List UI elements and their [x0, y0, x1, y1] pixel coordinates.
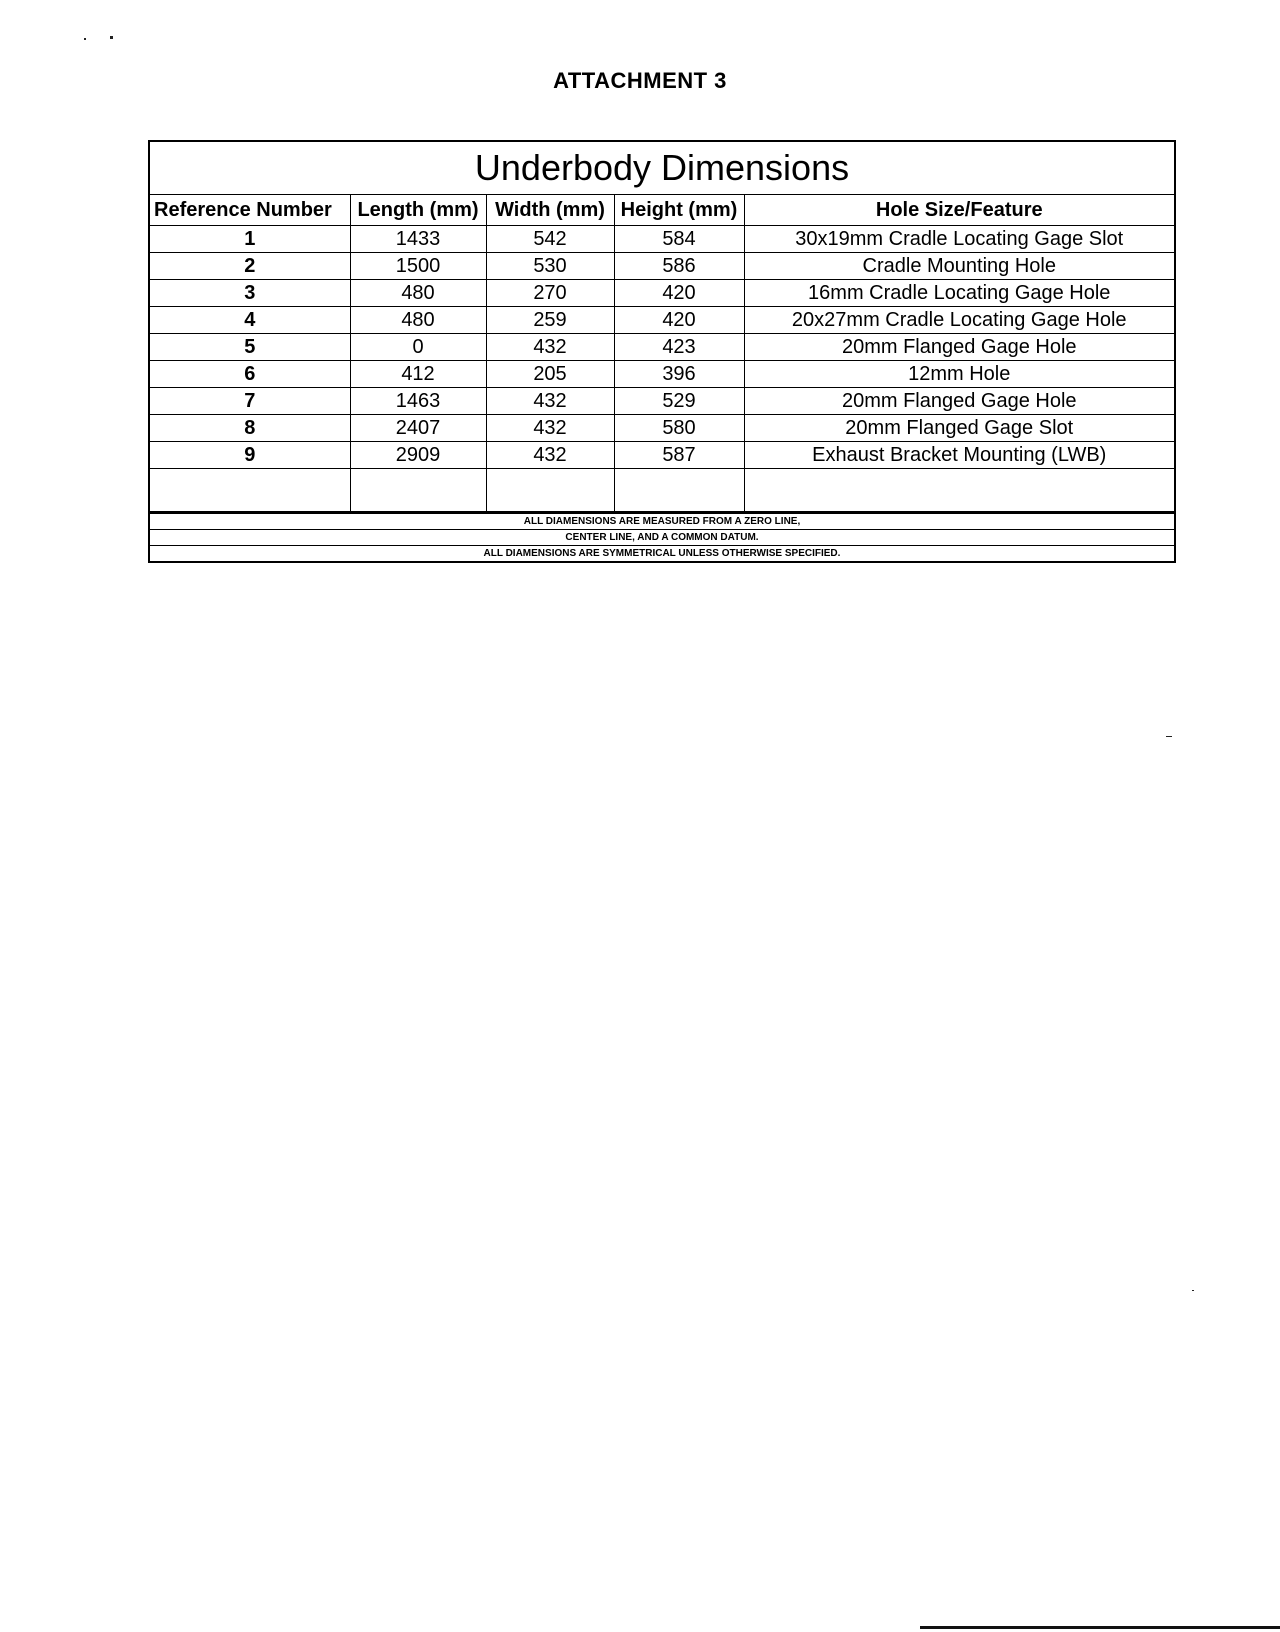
reference-number-cell: 5 [150, 334, 350, 361]
note-line: ALL DIAMENSIONS ARE SYMMETRICAL UNLESS OTHERWISE SPECIFIED. [483, 548, 841, 559]
length-cell: 412 [350, 361, 486, 388]
height-cell: 586 [614, 253, 744, 280]
feature-cell: 20x27mm Cradle Locating Gage Hole [744, 307, 1174, 334]
feature-cell: 20mm Flanged Gage Slot [744, 415, 1174, 442]
scan-speck [1192, 1290, 1194, 1291]
width-cell: 259 [486, 307, 614, 334]
note-line: CENTER LINE, AND A COMMON DATUM. [150, 530, 1174, 546]
reference-number-cell: 2 [150, 253, 350, 280]
feature-cell: 20mm Flanged Gage Hole [744, 388, 1174, 415]
height-cell: 529 [614, 388, 744, 415]
height-cell: 580 [614, 415, 744, 442]
table-row [150, 442, 1174, 469]
empty-cell [614, 469, 744, 512]
length-cell: 480 [350, 280, 486, 307]
height-cell: 584 [614, 226, 744, 253]
width-cell: 270 [486, 280, 614, 307]
column-header-width: Width (mm) [486, 195, 614, 226]
table-row [150, 361, 1174, 388]
table-row [150, 415, 1174, 442]
height-cell: 420 [614, 280, 744, 307]
reference-number-cell: 6 [150, 361, 350, 388]
length-cell: 1463 [350, 388, 486, 415]
empty-cell [350, 469, 486, 512]
dimensions-table [150, 195, 1174, 512]
table-notes [150, 512, 1174, 561]
table-row [150, 388, 1174, 415]
table-row [150, 226, 1174, 253]
reference-number-cell: 1 [150, 226, 350, 253]
empty-cell [744, 469, 1174, 512]
scan-edge-line [920, 1626, 1280, 1629]
width-cell: 530 [486, 253, 614, 280]
height-cell: 396 [614, 361, 744, 388]
height-cell: 587 [614, 442, 744, 469]
feature-cell: 20mm Flanged Gage Hole [744, 334, 1174, 361]
reference-number-cell: 4 [150, 307, 350, 334]
reference-number-cell: 7 [150, 388, 350, 415]
table-row [150, 307, 1174, 334]
column-header-hole-size-feature: Hole Size/Feature [744, 195, 1174, 226]
length-cell: 2909 [350, 442, 486, 469]
scan-speck [1166, 736, 1172, 737]
height-cell: 423 [614, 334, 744, 361]
length-cell: 0 [350, 334, 486, 361]
width-cell: 432 [486, 442, 614, 469]
table-title: Underbody Dimensions [150, 142, 1174, 195]
column-header-reference-number: Reference Number [150, 195, 350, 226]
table-row [150, 253, 1174, 280]
reference-number-cell: 3 [150, 280, 350, 307]
length-cell: 1500 [350, 253, 486, 280]
feature-cell: Exhaust Bracket Mounting (LWB) [744, 442, 1174, 469]
reference-number-cell: 8 [150, 415, 350, 442]
width-cell: 205 [486, 361, 614, 388]
table-row [150, 334, 1174, 361]
dimensions-sheet [148, 140, 1176, 563]
feature-cell: Cradle Mounting Hole [744, 253, 1174, 280]
column-header-height: Height (mm) [614, 195, 744, 226]
feature-cell: 30x19mm Cradle Locating Gage Slot [744, 226, 1174, 253]
length-cell: 2407 [350, 415, 486, 442]
width-cell: 432 [486, 334, 614, 361]
header-row [150, 195, 1174, 226]
length-cell: 480 [350, 307, 486, 334]
scan-speck [84, 38, 86, 40]
width-cell: 432 [486, 415, 614, 442]
scan-speck [110, 36, 113, 39]
length-cell: 1433 [350, 226, 486, 253]
column-header-length: Length (mm) [350, 195, 486, 226]
reference-number-cell: 9 [150, 442, 350, 469]
empty-cell [486, 469, 614, 512]
width-cell: 432 [486, 388, 614, 415]
note-line: ALL DIAMENSIONS ARE MEASURED FROM A ZERO LINE, [150, 514, 1174, 530]
height-cell: 420 [614, 307, 744, 334]
table-row [150, 280, 1174, 307]
empty-cell [150, 469, 350, 512]
page-heading: ATTACHMENT 3 [553, 68, 727, 93]
feature-cell: 12mm Hole [744, 361, 1174, 388]
width-cell: 542 [486, 226, 614, 253]
empty-table-row [150, 469, 1174, 512]
feature-cell: 16mm Cradle Locating Gage Hole [744, 280, 1174, 307]
